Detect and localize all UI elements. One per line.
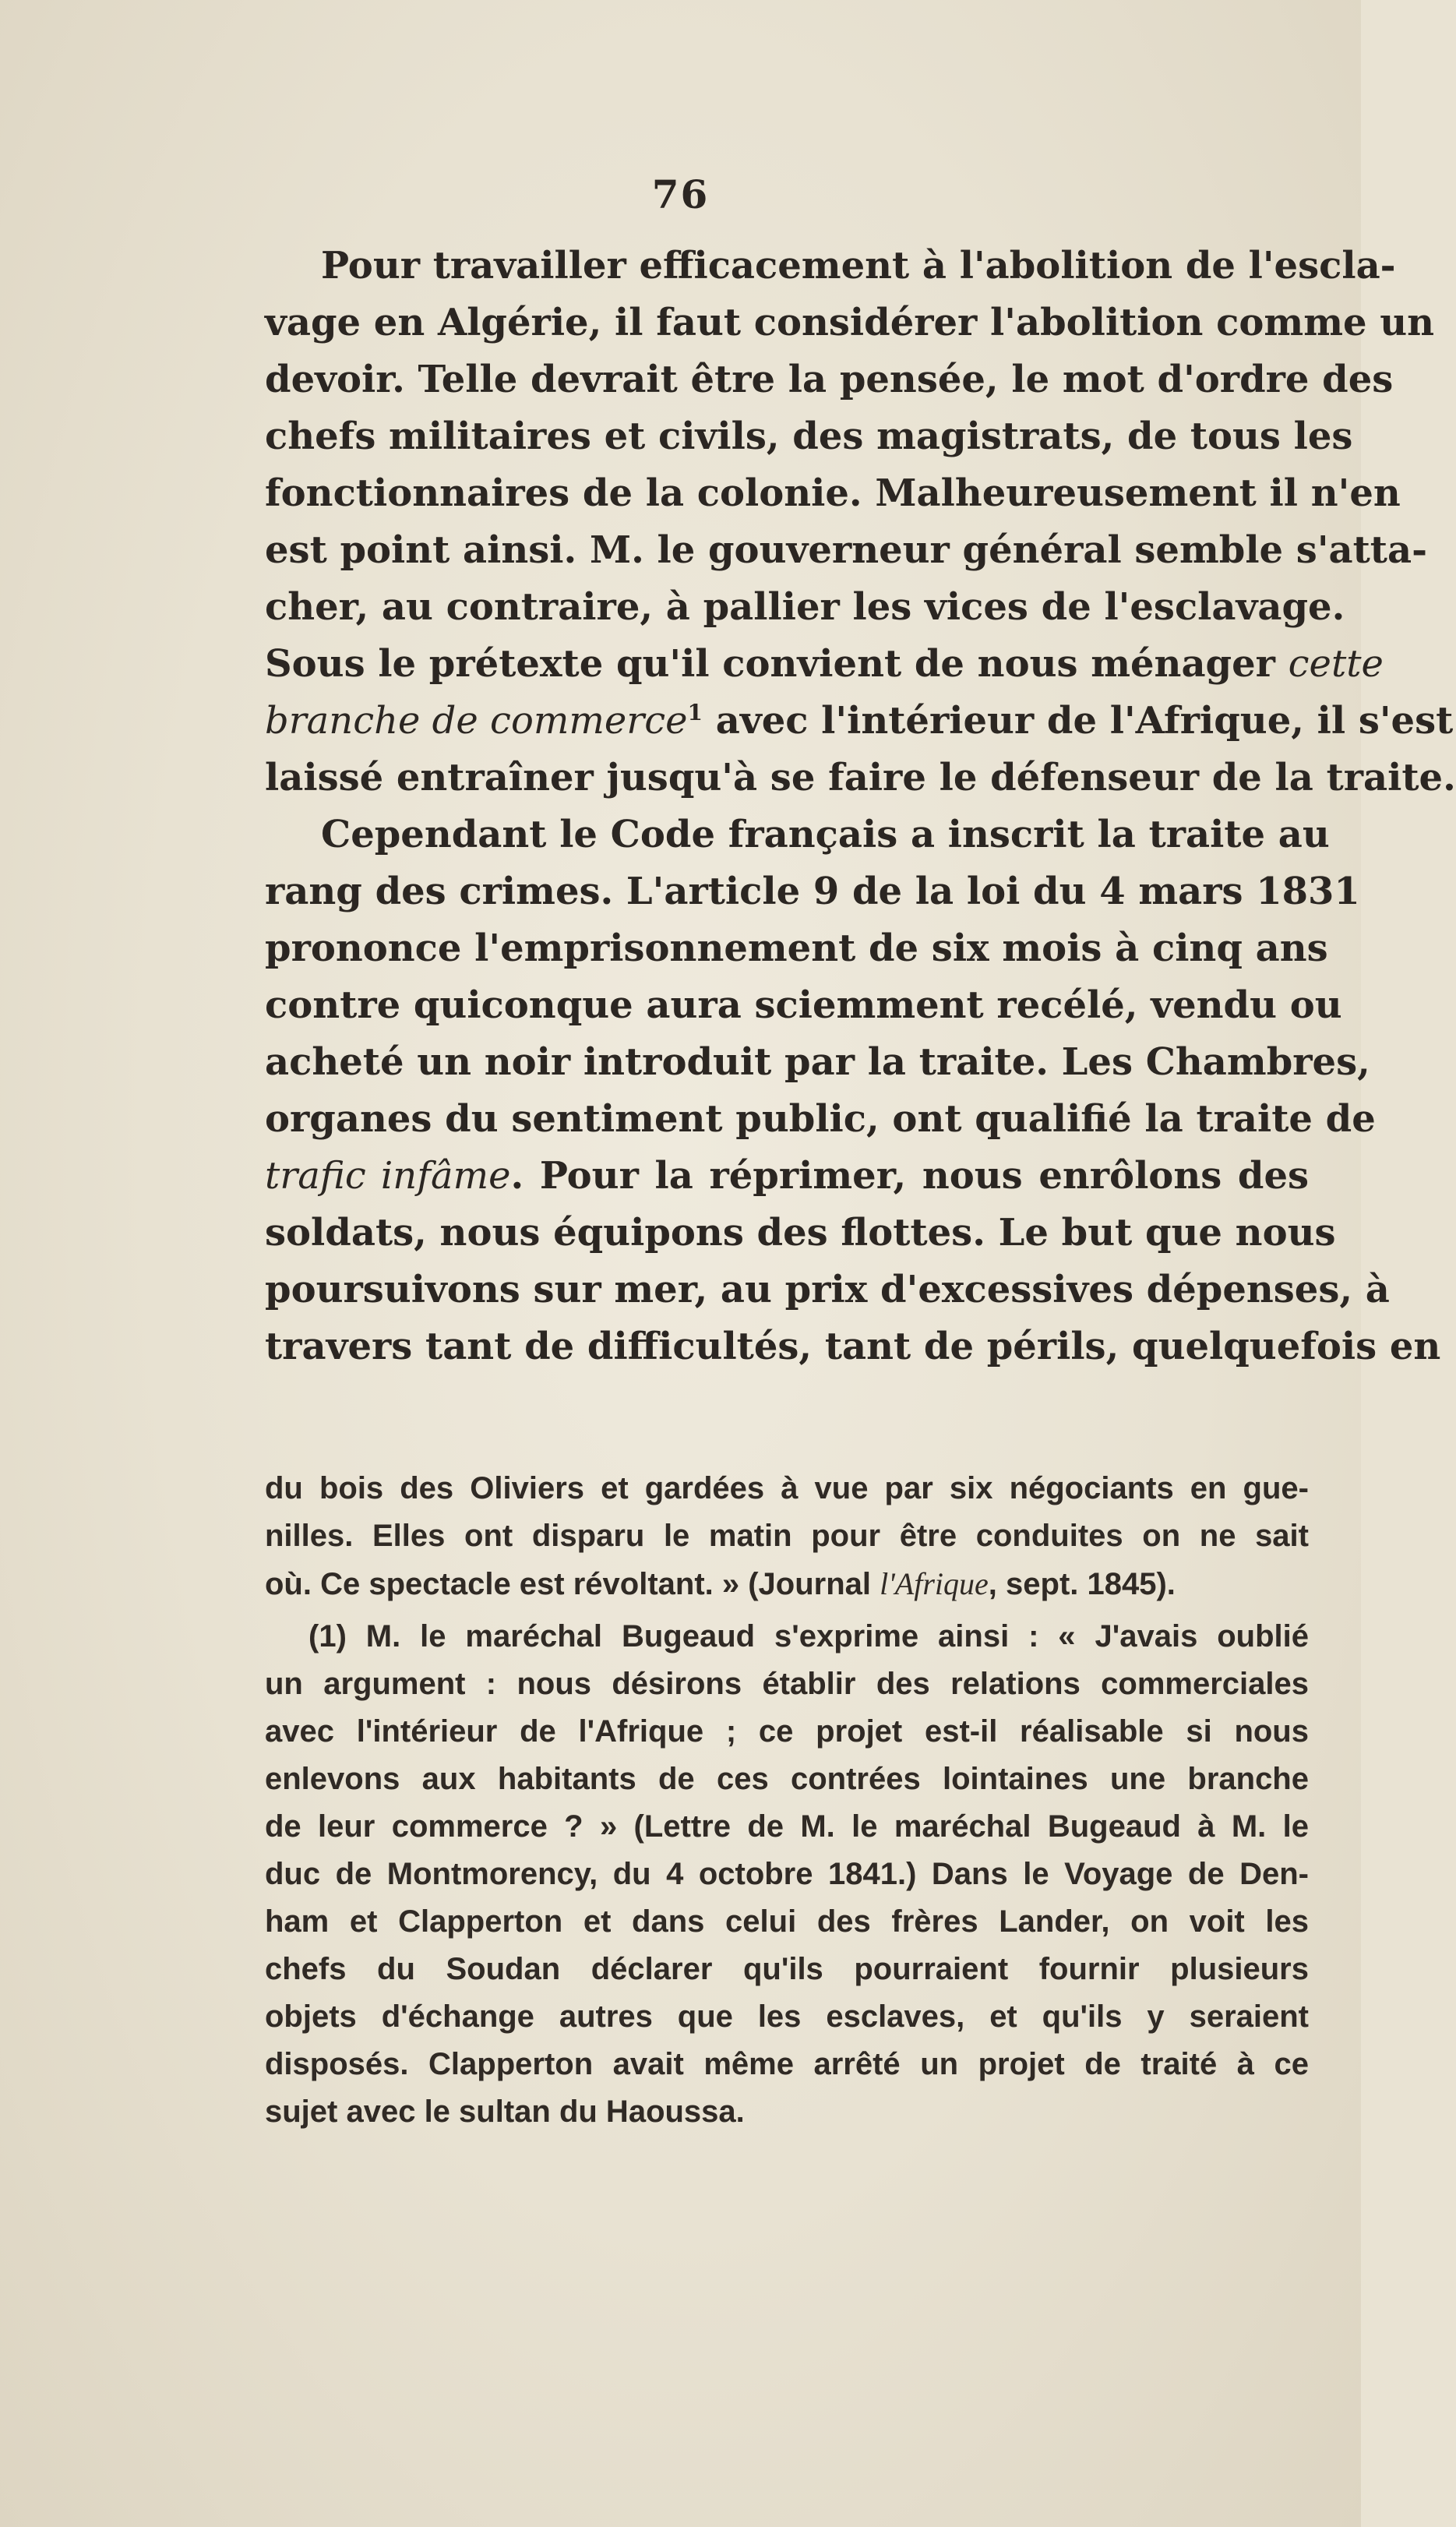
page-number: 76 xyxy=(651,171,710,217)
text-line-part: Sous le prétexte qu'il convient de nous ménager xyxy=(265,642,1275,686)
text-line: Pour travailler efficacement à l'abolition de l'escla- xyxy=(321,244,1396,288)
footnote-line: un argument : nous désirons établir des relations commerciales xyxy=(265,1667,1309,1701)
text-line: cher, au contraire, à pallier les vices de l'esclavage. xyxy=(265,585,1345,629)
paragraph-1 xyxy=(265,238,1456,806)
text-line: devoir. Telle devrait être la pensée, le mot d'ordre des xyxy=(265,358,1394,401)
text-line: contre quiconque aura sciemment recélé, vendu ou xyxy=(265,983,1342,1027)
footnote-line: objets d'échange autres que les esclaves, et qu'ils y seraient xyxy=(265,1999,1309,2034)
footnote-line: enlevons aux habitants de ces contrées lointaines une branche xyxy=(265,1762,1309,1796)
text-line xyxy=(265,1148,1309,1205)
footnote-1 xyxy=(265,1613,1309,2136)
text-line xyxy=(265,693,1454,750)
italic-text: trafic infâme xyxy=(265,1154,511,1198)
italic-text: branche de commerce xyxy=(265,699,688,743)
footnote-line: avec l'intérieur de l'Afrique ; ce projet est-il réalisable si nous xyxy=(265,1714,1309,1749)
text-line: organes du sentiment public, ont qualifié la traite de xyxy=(265,1097,1376,1141)
text-line: Cependant le Code français a inscrit la traite au xyxy=(321,813,1330,856)
text-line: vage en Algérie, il faut considérer l'abolition comme un xyxy=(265,301,1435,344)
italic-text: cette xyxy=(1288,642,1384,686)
text-line xyxy=(265,636,1384,693)
footnote-reference[interactable]: 1 xyxy=(687,700,703,725)
footnote-line xyxy=(265,1560,1309,1608)
main-text xyxy=(265,238,1456,1375)
footnote-continued xyxy=(265,1465,1309,1608)
text-line: fonctionnaires de la colonie. Malheureusement il n'en xyxy=(265,471,1401,515)
text-line: acheté un noir introduit par la traite. Les Chambres, xyxy=(265,1040,1370,1084)
footnote-line: chefs du Soudan déclarer qu'ils pourraient fournir plusieurs xyxy=(265,1952,1309,1986)
footnote-line: du bois des Oliviers et gardées à vue par six négociants en gue- xyxy=(265,1471,1309,1505)
text-line-part: avec l'intérieur de l'Afrique, il s'est xyxy=(703,699,1454,743)
footnote-line: nilles. Elles ont disparu le matin pour être conduites on ne sait xyxy=(265,1519,1309,1553)
text-line: laissé entraîner jusqu'à se faire le défenseur de la traite. xyxy=(265,756,1456,799)
text-line: soldats, nous équipons des flottes. Le but que nous xyxy=(265,1211,1336,1255)
text-line: poursuivons sur mer, au prix d'excessives dépenses, à xyxy=(265,1268,1390,1311)
text-line-part: . Pour la réprimer, nous enrôlons des xyxy=(510,1154,1310,1198)
text-line: rang des crimes. L'article 9 de la loi du 4 mars 1831 xyxy=(265,870,1360,913)
footnote-line: duc de Montmorency, du 4 octobre 1841.) Dans le Voyage de Den- xyxy=(265,1857,1309,1891)
footnote-line: sujet avec le sultan du Haoussa. xyxy=(265,2095,745,2129)
footnote-line: disposés. Clapperton avait même arrêté un projet de traité à ce xyxy=(265,2047,1309,2081)
italic-text: l'Afrique xyxy=(880,1566,989,1601)
footnotes xyxy=(265,1465,1309,2141)
text-line: chefs militaires et civils, des magistrats, de tous les xyxy=(265,415,1353,458)
paragraph-2 xyxy=(265,806,1441,1375)
text-line: est point ainsi. M. le gouverneur général semble s'atta- xyxy=(265,528,1427,572)
text-line: prononce l'emprisonnement de six mois à cinq ans xyxy=(265,926,1328,970)
footnote-line-part: où. Ce spectacle est révoltant. » (Journal xyxy=(265,1567,880,1601)
footnote-line: ham et Clapperton et dans celui des frères Lander, on voit les xyxy=(265,1904,1309,1939)
text-line: travers tant de difficultés, tant de périls, quelquefois en xyxy=(265,1325,1441,1368)
footnote-line-part: , sept. 1845). xyxy=(988,1567,1176,1601)
footnote-line: (1) M. le maréchal Bugeaud s'exprime ainsi : « J'avais oublié xyxy=(308,1619,1309,1653)
footnote-line: de leur commerce ? » (Lettre de M. le maréchal Bugeaud à M. le xyxy=(265,1809,1309,1844)
